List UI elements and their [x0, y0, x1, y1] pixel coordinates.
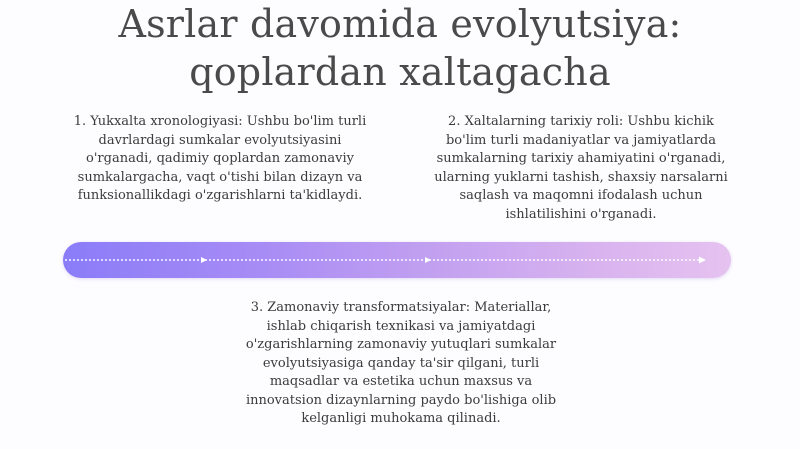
timeline-arrow-icon: [63, 242, 731, 278]
text-block-3: 3. Zamonaviy transformatsiyalar: Materiallar, ishlab chiqarish texnikasi va jamiyatdagi o'zgarishlarning zamonaviy yutuqlari sumkalar evolyutsiyasiga qanday ta'sir qilgani, turli maqsadlar va estetika uchun maxsus va innovatsion dizaynlarning paydo bo'lishiga olib kelganligi muhokama qilinadi.: [245, 300, 557, 426]
slide-title: [40, 0, 760, 96]
title-line-2: qoplardan xaltagacha: [189, 50, 611, 94]
title-line-1: Asrlar davomida evolyutsiya:: [118, 2, 682, 46]
text-block-2: 2. Xaltalarning tarixiy roli: Ushbu kichik bo'lim turli madaniyatlar va jamiyatlarda sumkalarning tarixiy ahamiyatini o'rganadi, ularning yuklarni tashish, shaxsiy narsalarni saqlash va maqomni ifodalash uchun ishlatilishini o'rganadi.: [434, 114, 728, 222]
text-block-1: 1. Yukxalta xronologiyasi: Ushbu bo'lim turli davrlardagi sumkalar evolyutsiyasini o'rganadi, qadimiy qoplardan zamonaviy sumkalargacha, vaqt o'tishi bilan dizayn va funksionallikdagi o'zgarishlarni ta'kidlaydi.: [73, 114, 367, 203]
timeline-bar: [63, 242, 731, 278]
